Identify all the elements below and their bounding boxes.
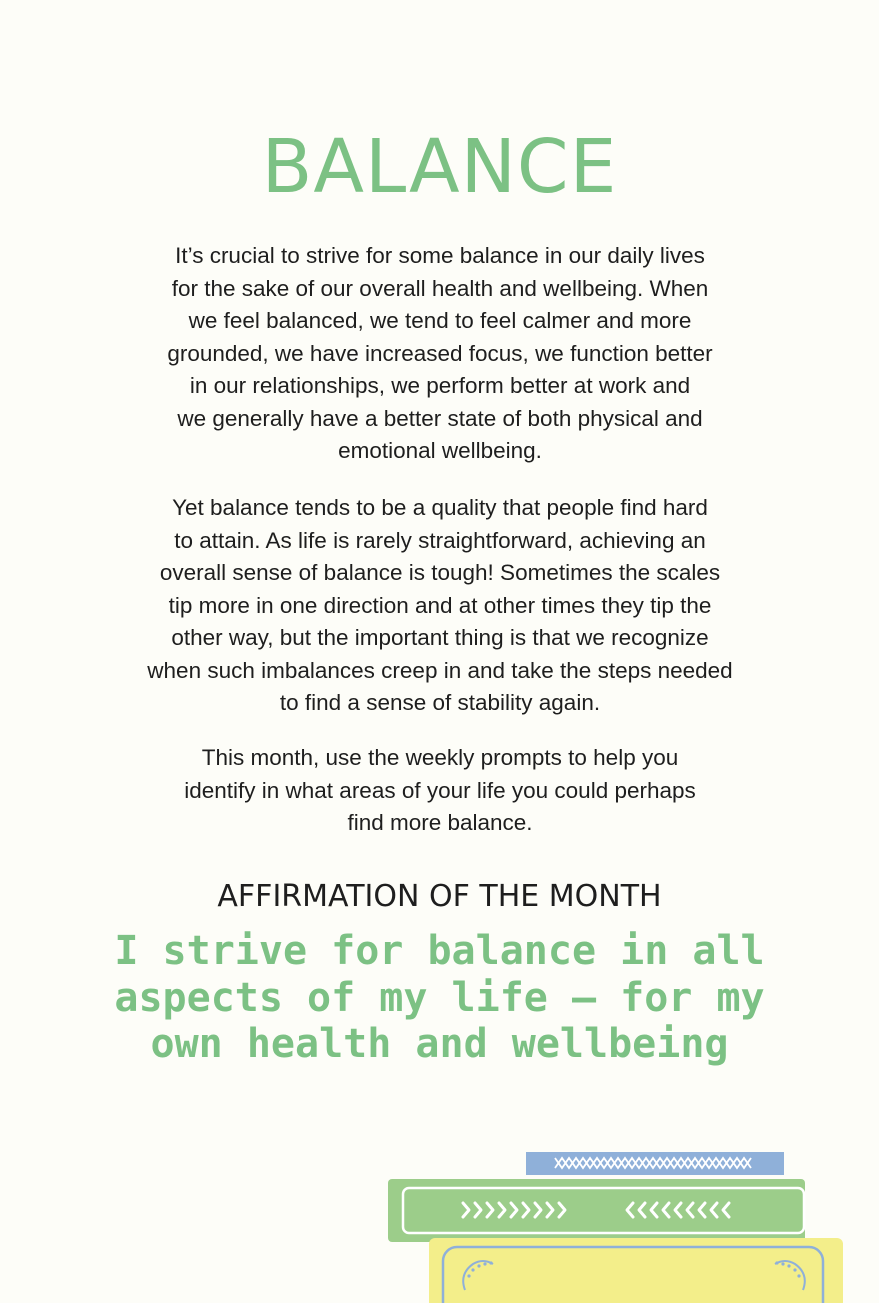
affirmation-line: I strive for balance in all <box>114 928 765 974</box>
text-line: This month, use the weekly prompts to help you <box>201 745 679 770</box>
green-book <box>388 1179 805 1242</box>
text-line: grounded, we have increased focus, we function better <box>167 340 713 366</box>
text-line: we generally have a better state of both physical and <box>177 405 703 431</box>
text-line: when such imbalances creep in and take the steps needed <box>147 657 733 683</box>
text-line: Yet balance tends to be a quality that people find hard <box>172 495 708 520</box>
text-line: find more balance. <box>347 810 533 835</box>
text-line: other way, but the important thing is that we recognize <box>171 625 709 650</box>
blue-book <box>526 1152 784 1175</box>
affirmation-line: own health and wellbeing <box>150 1021 729 1067</box>
text-line: to attain. As life is rarely straightforward, achieving an <box>174 527 706 553</box>
yellow-book <box>429 1238 843 1303</box>
text-line: for the sake of our overall health and wellbeing. When <box>171 275 709 301</box>
text-line: It’s crucial to strive for some balance in our daily lives <box>175 243 705 268</box>
affirmation-line: aspects of my life – for my <box>114 974 765 1021</box>
text-line: to find a sense of stability again. <box>279 690 601 715</box>
page-title: BALANCE <box>261 124 618 210</box>
second-paragraph <box>140 492 740 720</box>
text-line: we feel balanced, we tend to feel calmer and more <box>188 308 692 333</box>
affirmation-text <box>100 928 779 1068</box>
text-line: tip more in one direction and at other times they tip the <box>168 592 712 618</box>
text-line: identify in what areas of your life you could perhaps <box>184 777 696 803</box>
intro-paragraph <box>140 240 740 468</box>
text-line: emotional wellbeing. <box>338 438 542 463</box>
stack-of-books-icon <box>385 1150 879 1303</box>
text-line: overall sense of balance is tough! Sometimes the scales <box>159 560 721 585</box>
third-paragraph <box>140 742 740 840</box>
affirmation-heading: AFFIRMATION OF THE MONTH <box>217 879 662 914</box>
text-line: in our relationships, we perform better at work and <box>189 373 691 398</box>
